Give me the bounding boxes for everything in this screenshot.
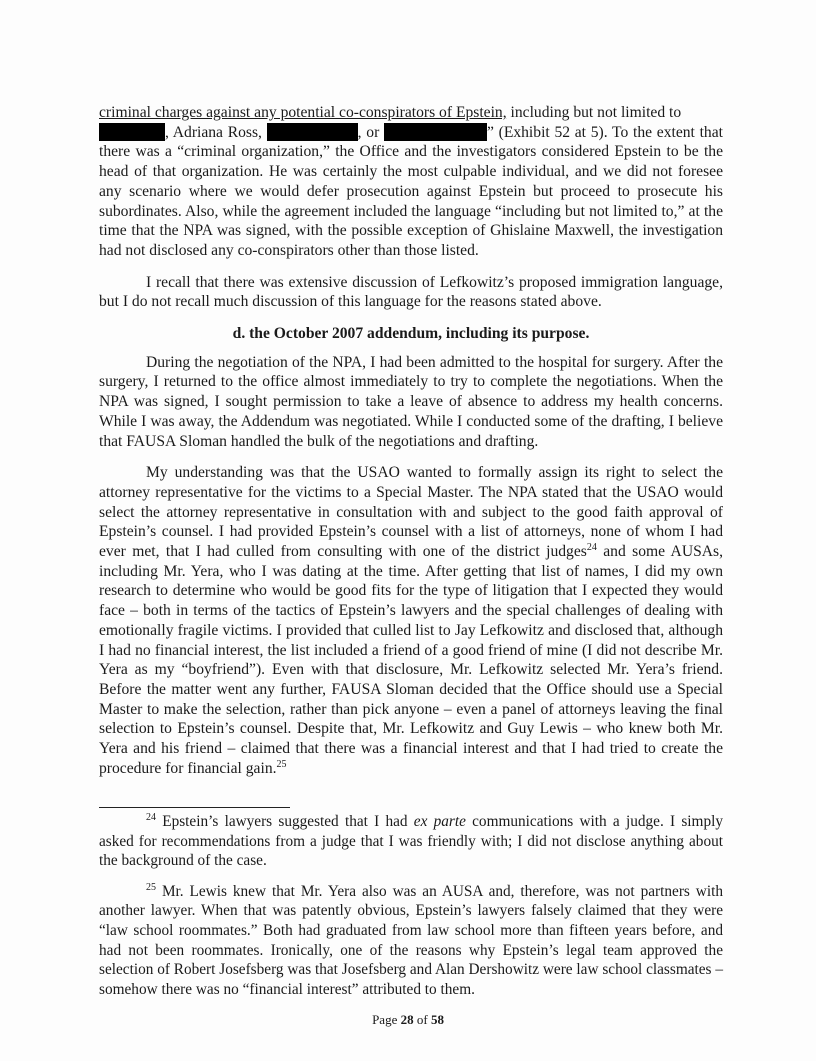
footnote-25: $^{25}$ Mr. Lewis knew that Mr. Yera also was an AUSA and, therefore, was not partners with another lawyer. When that was patently obvious, Epstein’s lawyers falsely claimed that they were “law school roommates.” Both had graduated from law school more than fifteen years before, and had not been roommates. Ironically, one of the reasons why Epstein’s legal team approved the selection of Robert Josefsberg was that Josefsberg and Alan Dershowitz were law school classmates – somehow there was no “financial interest” attributed to them. [99,881,723,998]
paragraph-negotiation: During the negotiation of the NPA, I had been admitted to the hospital for surgery. After the surgery, I returned to the office almost immediately to try to complete the negotiations. When the NPA was signed, I sought permission to take a leave of absence to address my health concerns. While I was away, the Addendum was negotiated. While I conducted some of the drafting, I believe that FAUSA Sloman handled the bulk of the negotiations and drafting. [99,353,723,450]
redaction-box [267,123,358,141]
body-text [99,103,723,791]
footnotes [99,812,723,1010]
footnote-ref-25: 25 [276,758,287,770]
footnote-divider [99,807,290,808]
section-heading: d. the October 2007 addendum, including its purpose. [232,325,590,343]
paragraph-special-master: My understanding was that the USAO wanted to formally assign its right to select the attorney representative for the victims to a Special Master. The NPA stated that the USAO would select the attorney representative in consultation with and subject to the good faith approval of Epstein’s counsel. I had provided Epstein’s counsel with a list of attorneys, none of whom I had ever met, that I had culled from consulting with one of the district judges$^{24}$ and some AUSAs, including Mr. Yera, who I was dating at the time. After getting that list of names, I did my own research to determine who would be good fits for the type of litigation that I expected they would face – both in terms of the tactics of Epstein’s lawyers and the special challenges of dealing with emotionally fragile victims. I provided that culled list to Jay Lefkowitz and disclosed that, although I had no financial interest, the list included a friend of a good friend of mine (I did not describe Mr. Yera as my “boyfriend”). Even with that disclosure, Mr. Lefkowitz selected Mr. Yera’s friend. Before the matter went any further, FAUSA Sloman decided that the Office should use a Special Master to make the selection, rather than pick anyone – even a panel of attorneys leaving the final selection to Epstein’s counsel. Despite that, Mr. Lefkowitz and Guy Lewis – who knew both Mr. Yera and his friend – claimed that there was a financial interest and that I had tried to create the procedure for financial gain.$^{25}$ [99,464,723,777]
footnote-24: $^{24}$ Epstein’s lawyers suggested that I had ex parte communications with a judge. I simply asked for recommendations from a judge that I was friendly with; I did not disclose anything about the background of the case. [99,811,723,870]
paragraph-immigration-language: I recall that there was extensive discussion of Lefkowitz’s proposed immigration language, but I do not recall much discussion of this language for the reasons stated above. [99,273,723,311]
paragraph-co-conspirators: criminal charges against any potential co-conspirators of Epstein, including but not limited to , Adriana Ross, , or ” (Exhibit 52 at 5). To the extent that there was a “criminal organization,” the Office and the investigators considered Epstein to be the head of that organization. He was certainly the most culpable individual, and we did not foresee any scenario where we would defer prosecution against Epstein but proceed to prosecute his subordinates. Also, while the agreement included the language “including but not limited to,” at the time that the NPA was signed, with the possible exception of Ghislaine Maxwell, the investigation had not disclosed any co-conspirators other than those listed. [99,104,723,259]
underlined-text: criminal charges against any potential co-conspirators of Epstein, [99,104,507,121]
page-number: Page 28 of 58 [372,1012,444,1027]
footnote-ref-24: 24 [586,541,597,553]
redaction-box [99,123,165,141]
redaction-box [384,123,487,141]
